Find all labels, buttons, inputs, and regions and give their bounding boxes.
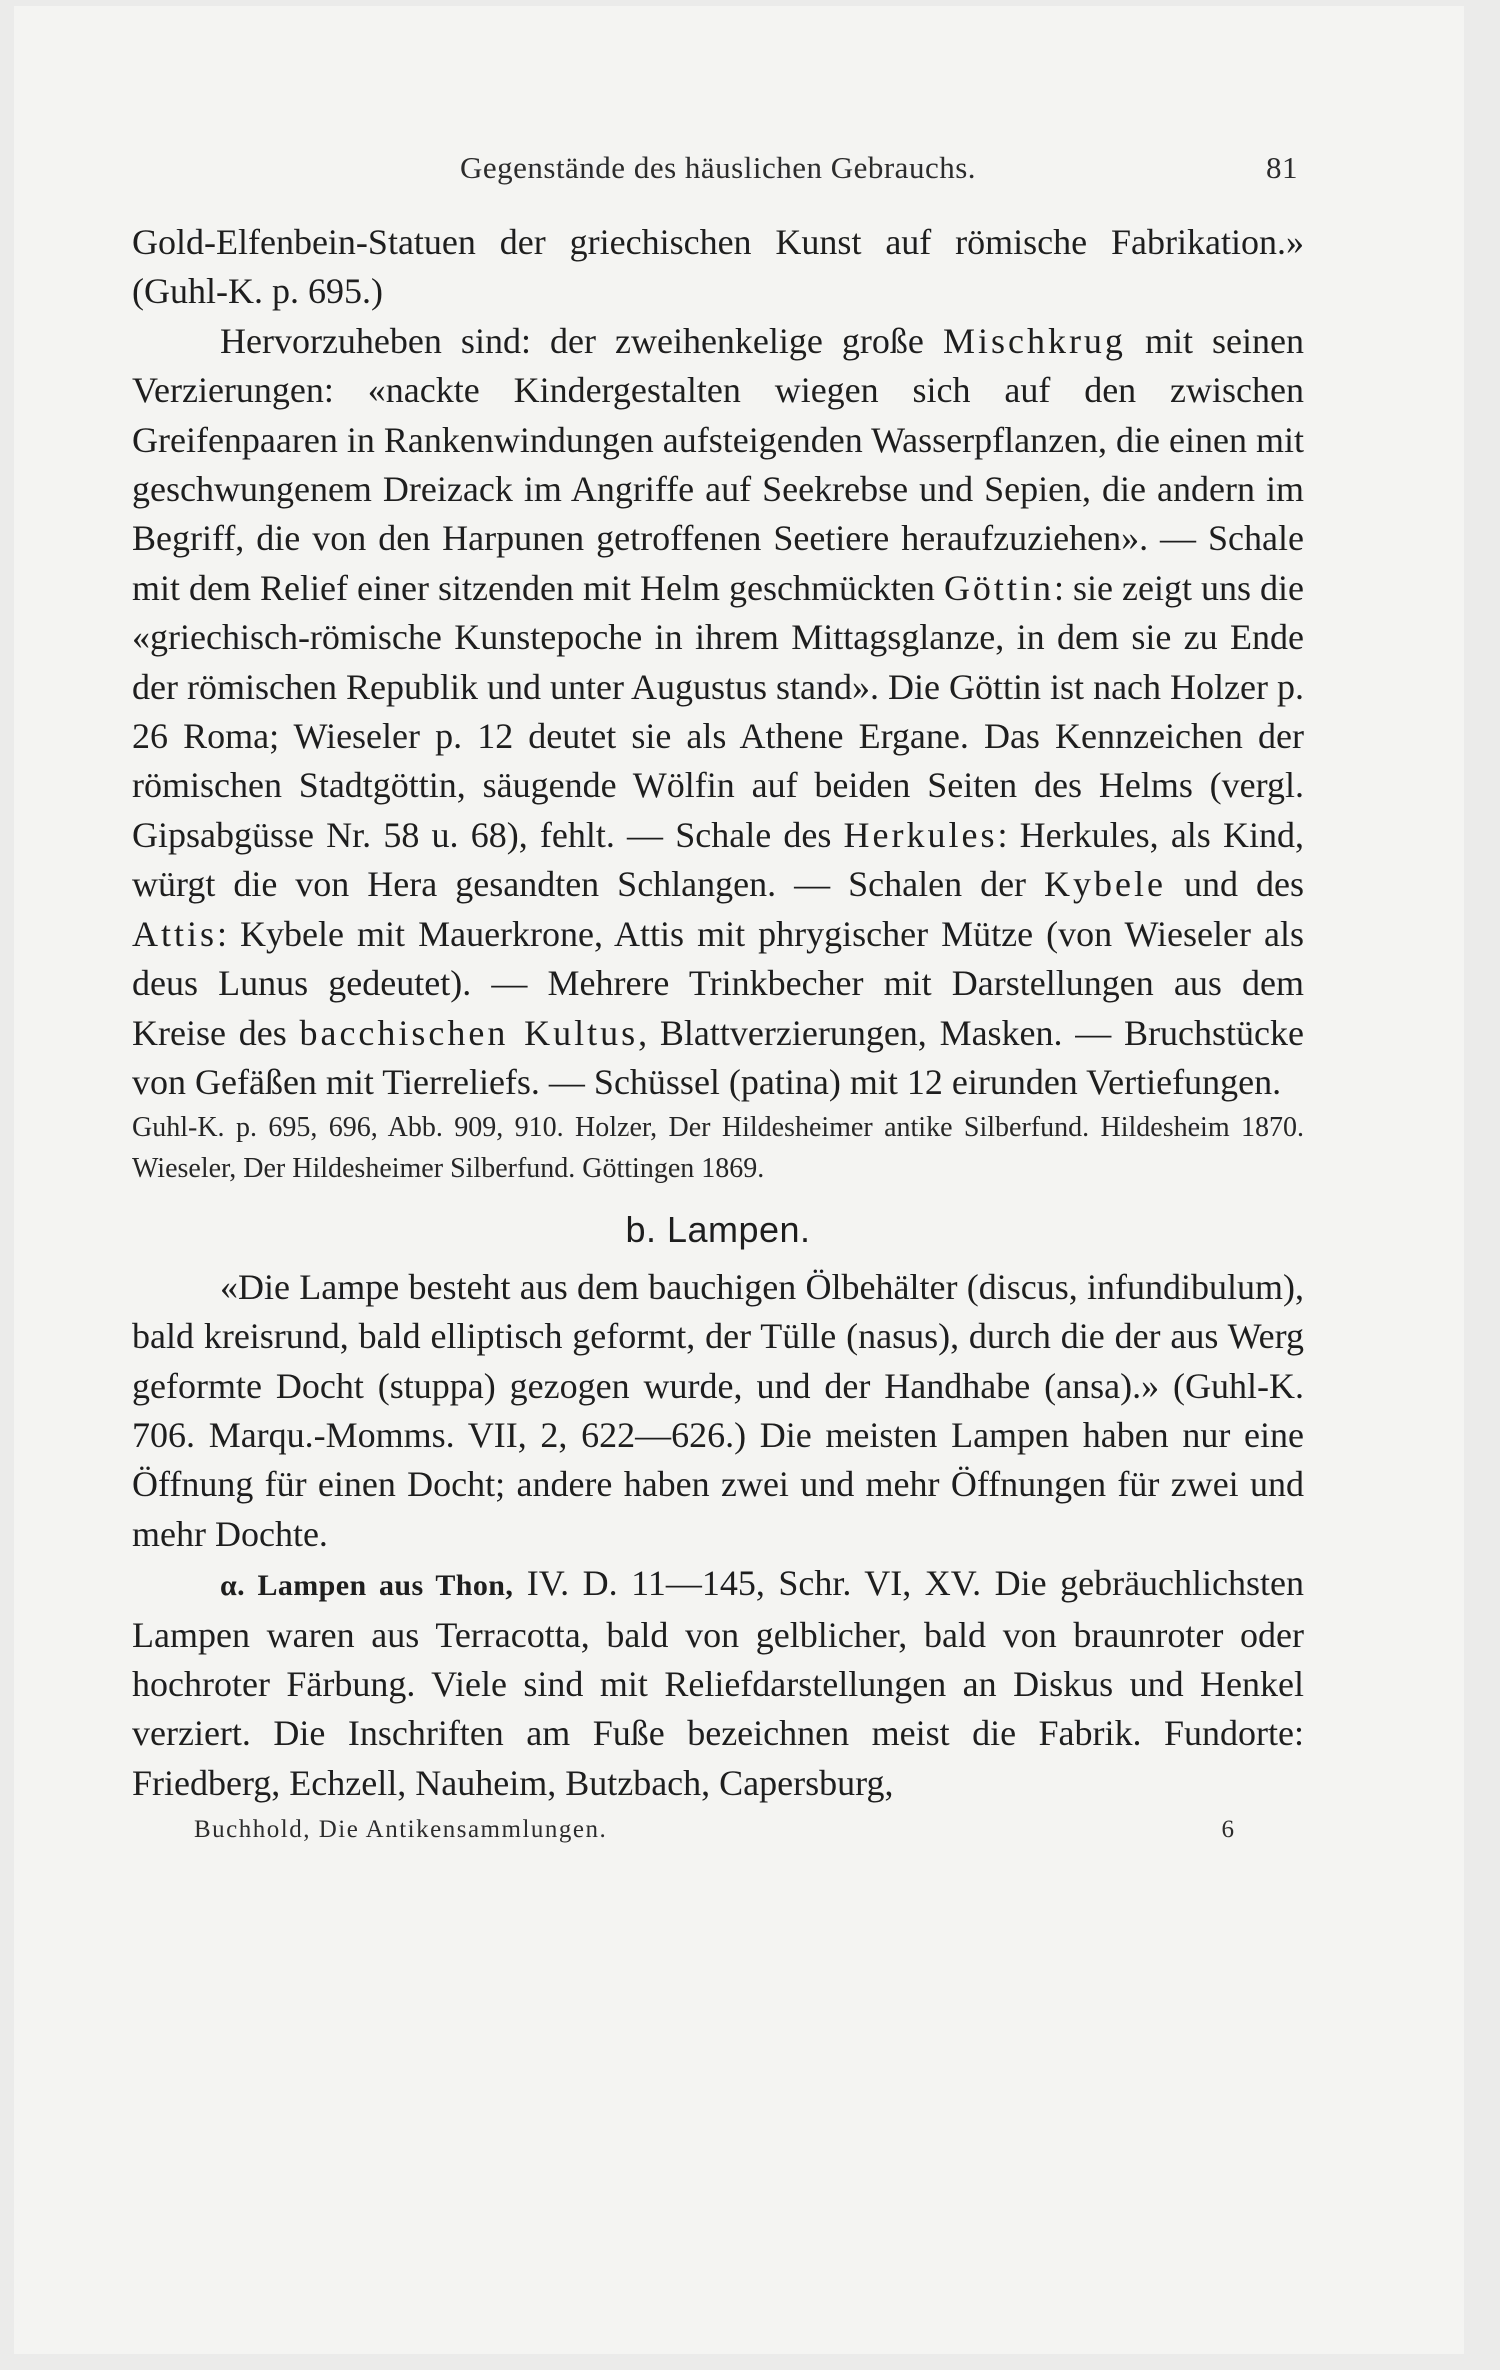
printer-signature: Buchhold, Die Antikensammlungen. [194,1816,608,1844]
references-note: Guhl-K. p. 695, 696, Abb. 909, 910. Holzer, Der Hildesheimer antike Silberfund. Hildesheim 1870. Wieseler, Der Hildesheimer Silberfund. Göttingen 1869. [132,1112,1304,1185]
book-page [132,100,1304,1856]
paragraph-silverware [132,317,1304,1108]
text-run: : Kybele mit Mauerkrone, Attis mit phrygischer Mütze (von Wieseler als deus Lunus gedeutet). — Mehrere Trinkbecher mit Darstellungen aus dem Kreise des [132,913,1304,1053]
subsection-label: α. Lampen aus Thon, [220,1569,514,1603]
spaced-term-goettin: Göttin [943,567,1054,608]
text-run: Hervorzuheben sind: der zweihenkelige große [220,320,943,361]
running-title: Gegenstände des häuslichen Gebrauchs. [459,150,977,185]
running-head [132,150,1304,194]
spaced-term-attis: Attis [132,913,218,954]
paragraph-clay-lamps [132,1559,1304,1808]
text-run: mit seinen Verzierungen: «nackte Kindergestalten wiegen sich auf den zwischen Greifenpaaren in Rankenwindungen aufsteigenden Wasserpflanzen, die einen mit geschwungenem Dreizack im Angriffe auf Seekrebse und Sepien, die andern im Begriff, die von den Harpunen getroffenen Seetiere heraufzuziehen». — Schale mit dem Relief einer sitzenden mit Helm geschmückten [132,320,1305,608]
text-run: : sie zeigt uns die «griechisch-römische Kunstepoche in ihrem Mittagsglanze, in dem sie zu Ende der römischen Republik und unter Augustus stand». Die Göttin ist nach Holzer p. 26 Roma; Wieseler p. 12 deutet sie als Athene Ergane. Das Kennzeichen der römischen Stadtgöttin, säugende Wölfin auf beiden Seiten des Helms (vergl. Gipsabgüsse Nr. 58 u. 68), fehlt. — Schale des [132,567,1304,855]
spaced-term-herkules: Herkules [843,814,998,855]
sheet-number: 6 [1221,1816,1234,1844]
text-run: , Blattverzierungen, Masken. — Bruchstücke von Gefäßen mit Tierreliefs. — Schüssel (patina) mit 12 eirunden Vertiefungen. [132,1012,1305,1102]
paragraph-lamp-description: «Die Lampe besteht aus dem bauchigen Ölbehälter (discus, infundibulum), bald kreisrund, bald elliptisch geformt, der Tülle (nasus), durch die der aus Werg geformte Docht (stuppa) gezogen wurde, und der Handhabe (ansa).» (Guhl-K. 706. Marqu.-Momms. VII, 2, 622—626.) Die meisten Lampen haben nur eine Öffnung für einen Docht; andere haben zwei und mehr Öffnungen für zwei und mehr Dochte. [132,1266,1304,1554]
text-run: : Herkules, als Kind, würgt die von Hera gesandten Schlangen. — Schalen der [132,814,1304,905]
page-number: 81 [1266,150,1298,185]
spaced-term-mischkrug: Mischkrug [942,320,1126,361]
paragraph-fabrication: Gold-Elfenbein-Statuen der griechischen Kunst auf römische Fabrikation.» (Guhl-K. p. 695.) [132,222,1304,312]
spaced-term-kybele: Kybele [1044,864,1167,905]
page-footer [132,1816,1304,1856]
text-run: und des [1166,864,1304,905]
text-run: IV. D. 11—145, Schr. VI, XV. Die gebräuchlichsten Lampen waren aus Terracotta, bald von gelblicher, bald von braunroter oder hochroter Färbung. Viele sind mit Reliefdarstellungen an Diskus und Henkel verziert. Die Inschriften am Fuße bezeichnen meist die Fabrik. Fundorte: Friedberg, Echzell, Nauheim, Butzbach, Capersburg, [132,1563,1304,1803]
spaced-term-bacchischen-kultus: bacchischen Kultus [299,1012,639,1053]
body-text [132,218,1304,1808]
section-heading-lampen: b. Lampen. [625,1209,811,1251]
